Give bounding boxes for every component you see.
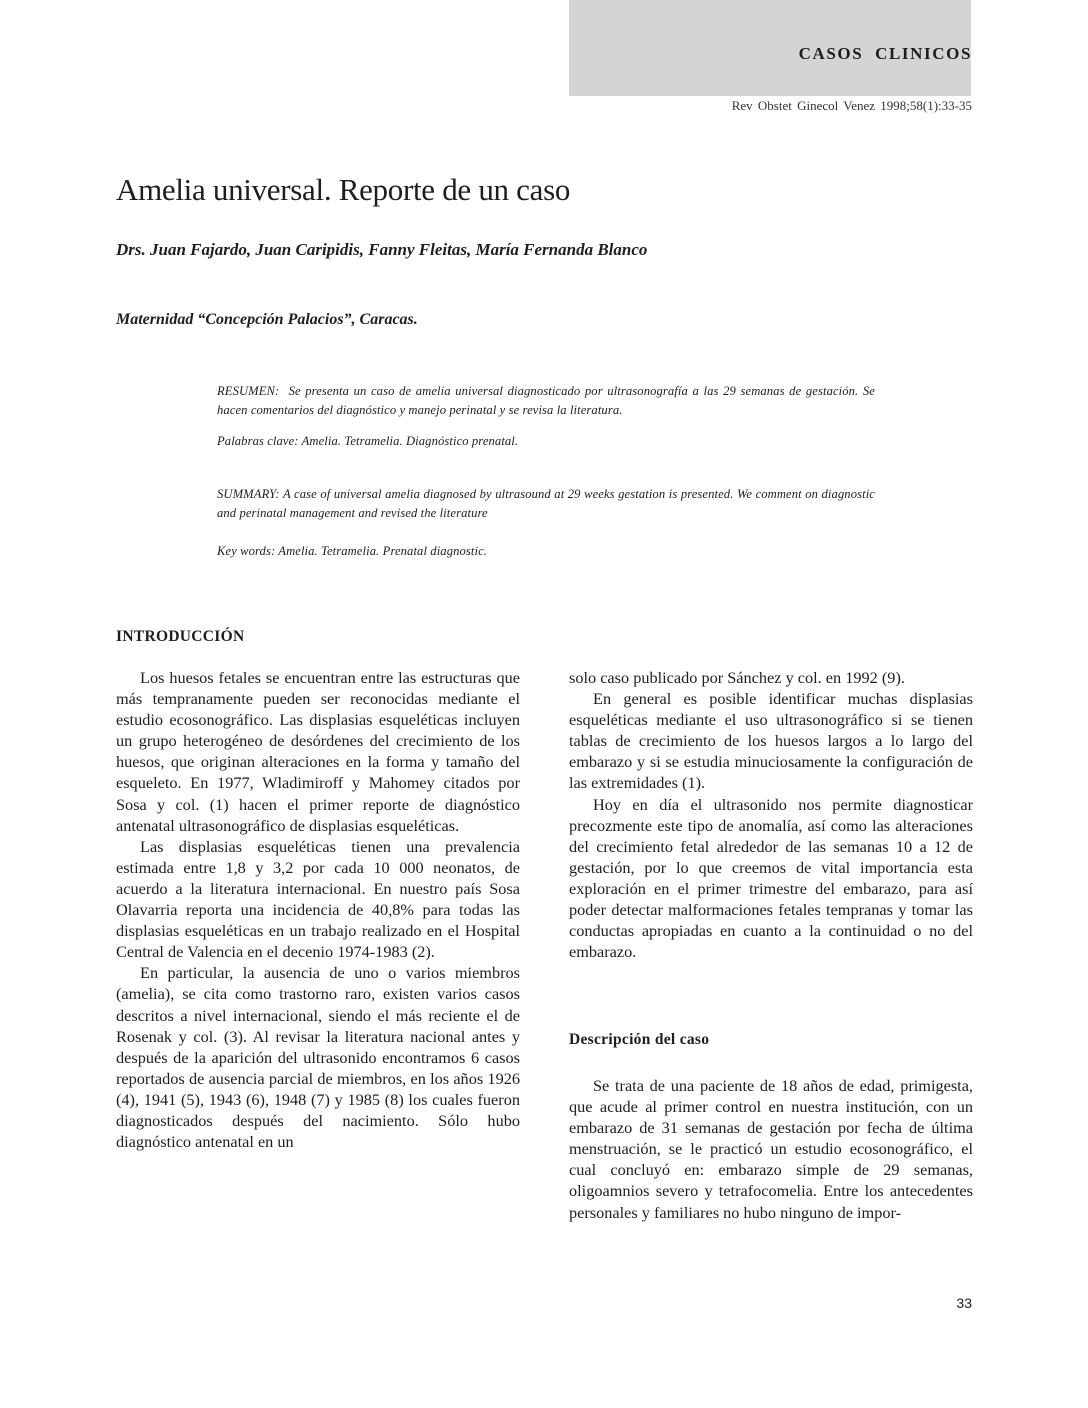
abstract-spanish: [217, 382, 875, 420]
right-column-top: [569, 667, 973, 962]
journal-citation: Rev Obstet Ginecol Venez 1998;58(1):33-35: [731, 98, 972, 113]
abstract-spanish-heading: RESUMEN:: [217, 384, 280, 398]
intro-paragraph-3-continued: solo caso publicado por Sánchez y col. en 1992 (9).: [569, 668, 905, 687]
intro-paragraph-2: Las displasias esqueléticas tienen una prevalencia estimada entre 1,8 y 3,2 por cada 10 000 neonatos, de acuerdo a la literatura internacional. En nuestro país Sosa Olavarria reporta una incidencia de 40,8% para todas las displasias esqueléticas en un trabajo realizado en el Hospital Central de Valencia en el decenio 1974-1983 (2).: [116, 836, 520, 962]
keywords-english: Key words: Amelia. Tetramelia. Prenatal diagnostic.: [217, 544, 488, 558]
section-label: CASOS CLINICOS: [798, 44, 972, 63]
case-description-heading: Descripción del caso: [569, 1031, 710, 1048]
introduction-heading: INTRODUCCIÓN: [116, 628, 245, 645]
case-paragraph-1: Se trata de una paciente de 18 años de edad, primigesta, que acude al primer control en nuestra institución, con un embarazo de 31 semanas de gestación por fecha de última menstruación, se le practicó un estudio ecosonográfico, el cual concluyó en: embarazo simple de 29 semanas, oligoamnios severo y tetrafocomelia. Entre los antecedentes personales y familiares no hubo ninguno de impor-: [569, 1076, 973, 1222]
abstract-english-text: A case of universal amelia diagnosed by ultrasound at 29 weeks gestation is presented. We comment on diagnostic and perinatal management and revised the literature: [217, 487, 875, 520]
intro-paragraph-5: Hoy en día el ultrasonido nos permite diagnosticar precozmente este tipo de anomalía, así como las alteraciones del crecimiento fetal alrededor de las semanas 10 a 12 de gestación, por lo que creemos de vital importancia esta exploración en el primer trimestre del embarazo, para así poder detectar malformaciones fetales tempranas y tomar las conductas apropiadas en cuanto a la continuidad o no del embarazo.: [569, 794, 973, 962]
article-title: Amelia universal. Reporte de un caso: [116, 172, 571, 207]
abstract-english: [217, 485, 875, 523]
article-affiliation: Maternidad “Concepción Palacios”, Caracas.: [116, 311, 418, 328]
intro-paragraph-3: En particular, la ausencia de uno o varios miembros (amelia), se cita como trastorno raro, existen varios casos descritos a nivel internacional, siendo el más reciente el de Rosenak y col. (3). Al revisar la literatura nacional antes y después de la aparición del ultrasonido encontramos 6 casos reportados de ausencia parcial de miembros, en los años 1926 (4), 1941 (5), 1943 (6), 1948 (7) y 1985 (8) los cuales fueron diagnosticados después del nacimiento. Sólo hubo diagnóstico antenatal en un: [116, 963, 520, 1152]
abstract-english-heading: SUMMARY:: [217, 487, 280, 501]
left-column: [116, 667, 520, 1152]
keywords-spanish: Palabras clave: Amelia. Tetramelia. Diagnóstico prenatal.: [217, 434, 519, 448]
article-authors: Drs. Juan Fajardo, Juan Caripidis, Fanny Fleitas, María Fernanda Blanco: [116, 240, 648, 259]
right-column-bottom: [569, 1075, 973, 1223]
intro-paragraph-1: Los huesos fetales se encuentran entre las estructuras que más tempranamente pueden ser reconocidas mediante el estudio ecosonográfico. Las displasias esqueléticas incluyen un grupo heterogéneo de desórdenes del crecimiento de los huesos, que originan alteraciones en la forma y tamaño del esqueleto. En 1977, Wladimiroff y Mahomey citados por Sosa y col. (1) hacen el primer reporte de diagnóstico antenatal ultrasonográfico de displasias esqueléticas.: [116, 668, 520, 835]
abstract-spanish-text: Se presenta un caso de amelia universal diagnosticado por ultrasonografía a las 29 semanas de gestación. Se hacen comentarios del diagnóstico y manejo perinatal y se revisa la literatura.: [217, 384, 875, 417]
page-number: 33: [956, 1295, 972, 1311]
intro-paragraph-4: En general es posible identificar muchas displasias esqueléticas mediante el uso ultrasonográfico si se tienen tablas de crecimiento de los huesos largos a lo largo del embarazo y si se estudia minuciosamente la configuración de las extremidades (1).: [569, 689, 973, 793]
